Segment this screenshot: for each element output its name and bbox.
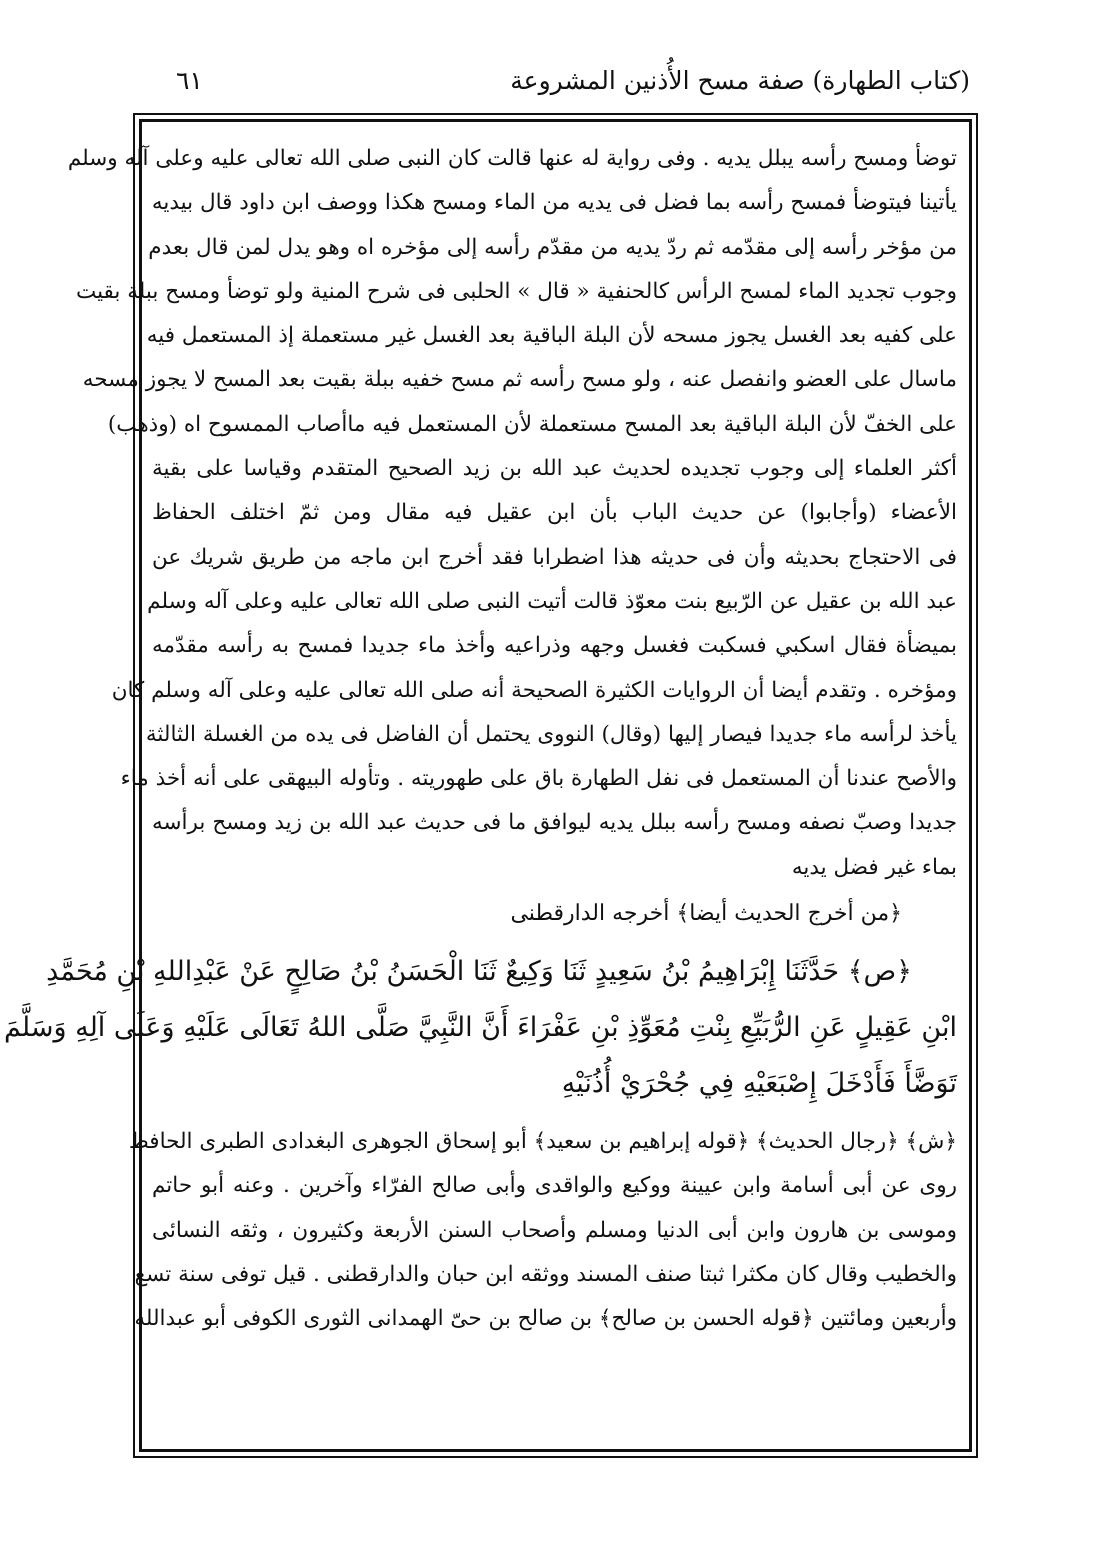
commentary-line: جديدا وصبّ نصفه ومسح رأسه ببلل يديه ليوافق ما فى حديث عبد الله بن زيد ومسح برأسه — [152, 810, 957, 836]
commentary-line: يأتينا فيتوضأ فمسح رأسه بما فضل فى يديه من الماء ومسح هكذا ووصف ابن داود قال بيديه — [151, 190, 957, 216]
hadith-text — [3, 944, 957, 1112]
narrators-line: وموسى بن هارون وابن أبى الدنيا ومسلم وأصحاب السنن الأربعة وكثيرون ، وثقه النسائى — [152, 1217, 957, 1243]
spacer — [152, 1112, 957, 1120]
page-number: ٦١ — [176, 66, 203, 95]
commentary-line: أكثر العلماء إلى وجوب تجديده لحديث عبد الله بن زيد الصحيح المتقدم وقياسا على بقية — [152, 456, 957, 482]
section-heading: ﴿من أخرج الحديث أيضا﴾ أخرجه الدارقطنى — [510, 901, 902, 927]
commentary-line: والأصح عندنا أن المستعمل فى نفل الطهارة باق على طهوريته . وتأوله البيهقى على أنه أخذ ماء — [120, 766, 957, 792]
narrators-line: والخطيب وقال كان مكثرا ثبتا صنف المسند ووثقه ابن حبان والدارقطنى . قيل توفى سنة تسع — [134, 1261, 957, 1287]
commentary-line: يأخذ لرأسه ماء جديدا فيصار إليها (وقال) النووى يحتمل أن الفاضل فى يده من الغسلة الثالثة — [145, 721, 957, 747]
commentary-line: بماء غير فضل يديه — [791, 854, 957, 880]
narrators-line: ﴿ش﴾ ﴿رجال الحديث﴾ ﴿قوله إبراهيم بن سعيد﴾ أبو إسحاق الجوهرى البغدادى الطبرى الحافظ — [128, 1129, 957, 1155]
commentary-paragraph — [67, 137, 957, 890]
hadith-line: ﴿ص﴾ حَدَّثَنَا إِبْرَاهِيمُ بْنُ سَعِيدٍ ثَنَا وَكِيعٌ ثَنَا الْحَسَنُ بْنُ صَالِحٍ عَنْ عَبْدِاللهِ بْنِ مُحَمَّدِ — [46, 956, 912, 988]
commentary-line: بميضأة فقال اسكبي فسكبت فغسل وجهه وذراعيه وأخذ ماء جديدا فمسح به رأسه مقدّمه — [152, 633, 957, 659]
commentary-line: على كفيه بعد الغسل يجوز مسحه لأن البلة الباقية بعد الغسل غير مستعملة إذ المستعمل فيه — [146, 323, 957, 349]
narrators-line: وأربعين ومائتين ﴿قوله الحسن بن صالح﴾ بن صالح بن حىّ الهمدانى الثورى الكوفى أبو عبدالله — [134, 1306, 957, 1332]
commentary-line: ومؤخره . وتقدم أيضا أن الروايات الكثيرة الصحيحة أنه صلى الله تعالى عليه وعلى آله وسلم كان — [111, 677, 957, 703]
page-body — [3, 137, 957, 1342]
hadith-line: ابْنِ عَقِيلٍ عَنِ الرُّبَيِّعِ بِنْتِ مُعَوِّذِ بْنِ عَفْرَاءَ أَنَّ النَّبِيَّ صَلَّى اللهُ تَعَالَى عَلَيْهِ وَعَلَى آلِهِ وَسَلَّمَ — [3, 1012, 957, 1044]
narrators-line: روى عن أبى أسامة وابن عيينة ووكيع والواقدى وأبى صالح الفرّاء وآخرين . وعنه أبو حاتم — [152, 1173, 957, 1199]
running-title: (كتاب الطهارة) صفة مسح الأُذنين المشروعة — [510, 66, 970, 95]
narrators-paragraph — [128, 1120, 957, 1341]
commentary-line: وجوب تجديد الماء لمسح الرأس كالحنفية « قال » الحلبى فى شرح المنية ولو توضأ ومسح ببلة بقيت — [75, 278, 957, 304]
hadith-line: تَوَضَّأَ فَأَدْخَلَ إِصْبَعَيْهِ فِي جُحْرَيْ أُذُنَيْهِ — [561, 1068, 957, 1100]
commentary-line: الأعضاء (وأجابوا) عن حديث الباب بأن ابن عقيل فيه مقال ومن ثمّ اختلف الحفاظ — [152, 500, 957, 526]
commentary-line: من مؤخر رأسه إلى مقدّمه ثم ردّ يديه من مقدّم رأسه إلى مؤخره اه وهو يدل لمن قال بعدم — [148, 234, 957, 260]
commentary-line: توضأ ومسح رأسه يبلل يديه . وفى رواية له عنها قالت كان النبى صلى الله تعالى عليه وعلى آله وسلم — [67, 146, 957, 171]
commentary-line: عبد الله بن عقيل عن الرّبيع بنت معوّذ قالت أتيت النبى صلى الله تعالى عليه وعلى آله وسلم — [147, 588, 957, 614]
commentary-line: فى الاحتجاج بحديثه وأن فى حديثه هذا اضطرابا فقد أخرج ابن ماجه من طريق شريك عن — [152, 544, 957, 570]
page-header — [140, 62, 980, 112]
commentary-line: ماسال على العضو وانفصل عنه ، ولو مسح رأسه ثم مسح خفيه ببلة بقيت بعد المسح لا يجوز مسحه — [82, 367, 957, 393]
commentary-line: على الخفّ لأن البلة الباقية بعد المسح مستعملة لأن المستعمل فيه ماأصاب الممسوح اه (وذهب) — [107, 411, 957, 437]
